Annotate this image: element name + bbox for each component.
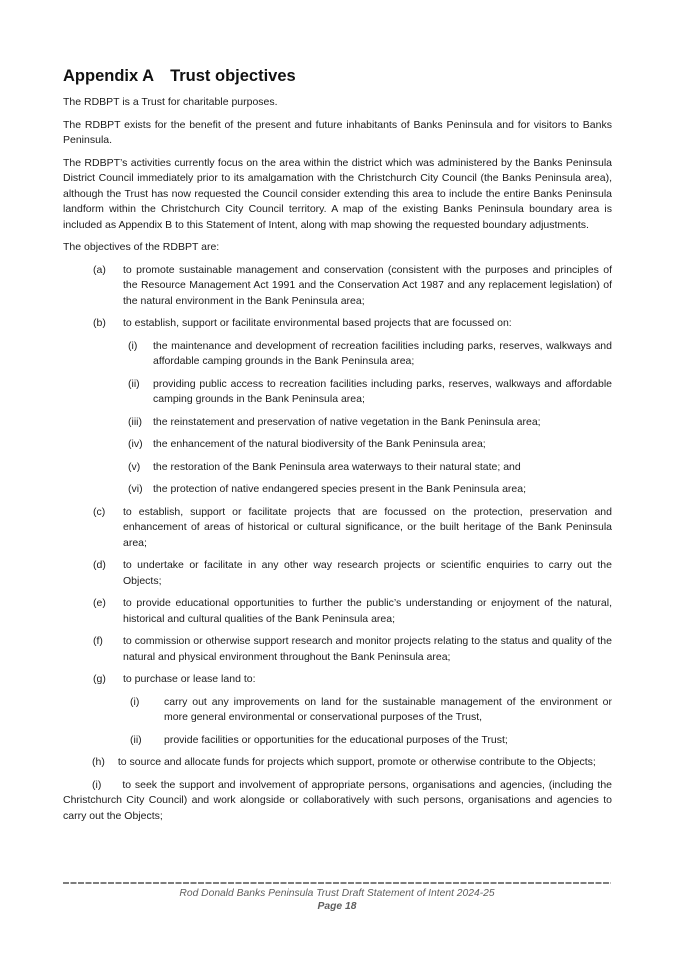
objective-item-b-v [63, 460, 612, 476]
objective-item-g [63, 672, 612, 688]
objective-item-b-iv [63, 437, 612, 453]
objective-label-e: (e) [93, 597, 106, 609]
objective-text-g: to purchase or lease land to: [123, 673, 256, 685]
objective-text-b-vi: the protection of native endangered species present in the Bank Peninsula area; [153, 483, 527, 495]
objective-item-b-iii [63, 415, 612, 431]
objective-label-b-i: (i) [128, 339, 138, 352]
objective-text-g-i: carry out any improvements on land for the sustainable management of the environment or more general environmental or conservational purposes of the Trust, [164, 695, 612, 723]
paragraph-beneficiaries: The RDBPT exists for the benefit of the present and future inhabitants of Banks Peninsula and for visitors to Banks Peninsula. [63, 118, 612, 146]
paragraph-charitable-purpose: The RDBPT is a Trust for charitable purposes. [63, 96, 278, 108]
objective-label-h: (h) [92, 756, 105, 768]
objective-item-g-ii [63, 733, 612, 749]
page-footer [63, 882, 611, 913]
objective-label-b: (b) [93, 317, 106, 329]
objective-item-c [63, 505, 612, 552]
objective-text-i: to seek the support and involvement of appropriate persons, organisations and agencies, (including the Christchurch City Council) and work alongside or collaboratively with such persons, organisations and agencies to carry out the Objects; [63, 778, 612, 822]
objective-label-c: (c) [93, 505, 106, 518]
objective-text-b-iii: the reinstatement and preservation of native vegetation in the Bank Peninsula area; [153, 415, 541, 428]
objective-label-a: (a) [93, 263, 106, 276]
objective-label-i: (i) [92, 778, 102, 791]
title-text: Trust objectives [170, 67, 296, 85]
objective-text-b-ii: providing public access to recreation facilities including parks, reserves, walkways and affordable camping grounds in the Bank Peninsula area; [153, 377, 612, 405]
objective-label-g: (g) [93, 673, 106, 685]
objective-text-b: to establish, support or facilitate environmental based projects that are focussed on: [123, 317, 512, 329]
objective-text-b-iv: the enhancement of the natural biodiversity of the Bank Peninsula area; [153, 438, 486, 450]
objective-item-b [63, 316, 612, 332]
objective-item-f [63, 634, 612, 665]
objective-item-e [63, 596, 612, 627]
objective-label-b-ii: (ii) [128, 377, 140, 390]
title-appendix-label: Appendix A [63, 67, 155, 85]
objective-item-d [63, 558, 612, 589]
objective-text-c: to establish, support or facilitate projects that are focussed on the protection, preservation and enhancement of areas of historical or cultural significance, or the built heritage of the Bank Peninsula area; [123, 505, 612, 549]
objective-text-e: to provide educational opportunities to further the public’s understanding or enjoyment of the natural, historical and cultural qualities of the Bank Peninsula area; [123, 597, 612, 625]
objective-text-h: to source and allocate funds for projects which support, promote or otherwise contribute to the Objects; [117, 756, 596, 768]
page-title [63, 66, 612, 86]
objective-label-f: (f) [93, 635, 103, 647]
footer-page-number: Page 18 [317, 901, 357, 912]
objective-label-g-i: (i) [130, 695, 140, 708]
objective-item-b-vi [63, 482, 612, 498]
objective-label-b-iv: (iv) [128, 438, 143, 450]
paragraph-objectives-lead: The objectives of the RDBPT are: [63, 241, 220, 253]
objective-text-a: to promote sustainable management and conservation (consistent with the purposes and principles of the Resource Management Act 1991 and the Conservation Act 1987 and any replacement legislation) of the natural environment in the Bank Peninsula area; [123, 263, 612, 307]
objective-item-a [63, 263, 612, 310]
objective-item-i [63, 778, 612, 825]
paragraph-activities-area: The RDBPT’s activities currently focus on the area within the district which was administered by the Banks Peninsula District Council immediately prior to its amalgamation with the Christchurch City Council (the Banks Peninsula area), although the Trust has now requested the Council consider extending this area to include the entire Banks Peninsula landform within the Christchurch City Council territory. A map of the existing Banks Peninsula boundary area is included as Appendix B to this Statement of Intent, along with map showing the requested boundary adjustments. [63, 156, 612, 231]
objective-label-b-iii: (iii) [128, 415, 142, 428]
objective-label-b-vi: (vi) [128, 483, 143, 495]
objective-item-g-i [63, 695, 612, 726]
objective-item-b-i [63, 339, 612, 370]
objective-label-g-ii: (ii) [130, 733, 142, 746]
footer-doc-title: Rod Donald Banks Peninsula Trust Draft Statement of Intent 2024-25 [179, 888, 495, 899]
objective-text-b-v: the restoration of the Bank Peninsula area waterways to their natural state; and [153, 460, 521, 473]
objective-text-b-i: the maintenance and development of recreation facilities including parks, reserves, walkways and affordable camping grounds in the Bank Peninsula area; [153, 339, 612, 367]
footer-rule [63, 882, 611, 884]
objective-text-d: to undertake or facilitate in any other way research projects or scientific enquiries to carry out the Objects; [123, 559, 612, 587]
objective-item-b-ii [63, 377, 612, 408]
objective-item-h [63, 755, 612, 771]
objective-text-f: to commission or otherwise support research and monitor projects relating to the status and quality of the natural and physical environment throughout the Bank Peninsula area; [123, 635, 612, 663]
objective-text-g-ii: provide facilities or opportunities for the educational purposes of the Trust; [164, 733, 508, 746]
objective-label-d: (d) [93, 559, 106, 571]
objective-label-b-v: (v) [128, 460, 141, 473]
